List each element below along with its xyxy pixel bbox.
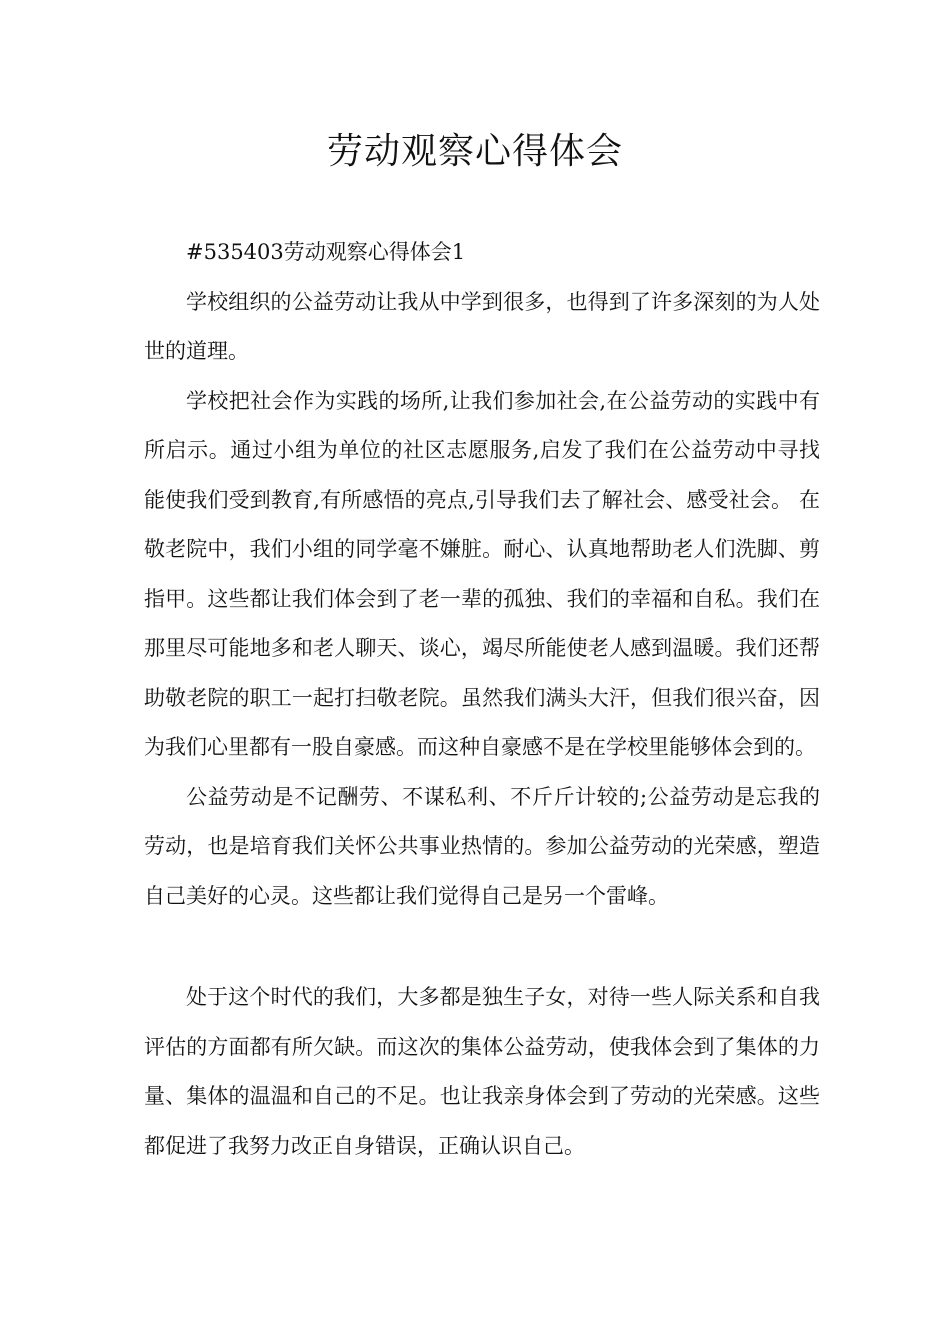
essay-heading: #535403劳动观察心得体会1 — [186, 240, 466, 264]
paragraph: 学校组织的公益劳动让我从中学到很多，也得到了许多深刻的为人处世的道理。 — [144, 289, 820, 363]
document-body — [144, 228, 820, 1171]
document-title: 劳动观察心得体会 — [326, 131, 623, 172]
paragraph: 公益劳动是不记酬劳、不谋私利、不斤斤计较的;公益劳动是忘我的劳动，也是培育我们关怀公共事业热情的。参加公益劳动的光荣感，塑造自己美好的心灵。这些都让我们觉得自己是另一个雷峰。 — [144, 784, 820, 908]
paragraph: 学校把社会作为实践的场所,让我们参加社会,在公益劳动的实践中有所启示。通过小组为单位的社区志愿服务,启发了我们在公益劳动中寻找能使我们受到教育,有所感悟的亮点,引导我们去了解社会、感受社会。 在敬老院中，我们小组的同学毫不嫌脏。耐心、认真地帮助老人们洗脚、剪指甲。这些都让我们体会到了老一辈的孤独、我们的幸福和自私。我们在那里尽可能地多和老人聊天、谈心，竭尽所能使老人感到温暖。我们还帮助敬老院的职工一起打扫敬老院。虽然我们满头大汗，但我们很兴奋，因为我们心里都有一股自豪感。而这种自豪感不是在学校里能够体会到的。 — [144, 388, 820, 759]
paragraph: 处于这个时代的我们，大多都是独生子女，对待一些人际关系和自我评估的方面都有所欠缺。而这次的集体公益劳动，使我体会到了集体的力量、集体的温温和自己的不足。也让我亲身体会到了劳动的光荣感。这些都促进了我努力改正自身错误，正确认识自己。 — [144, 985, 820, 1158]
